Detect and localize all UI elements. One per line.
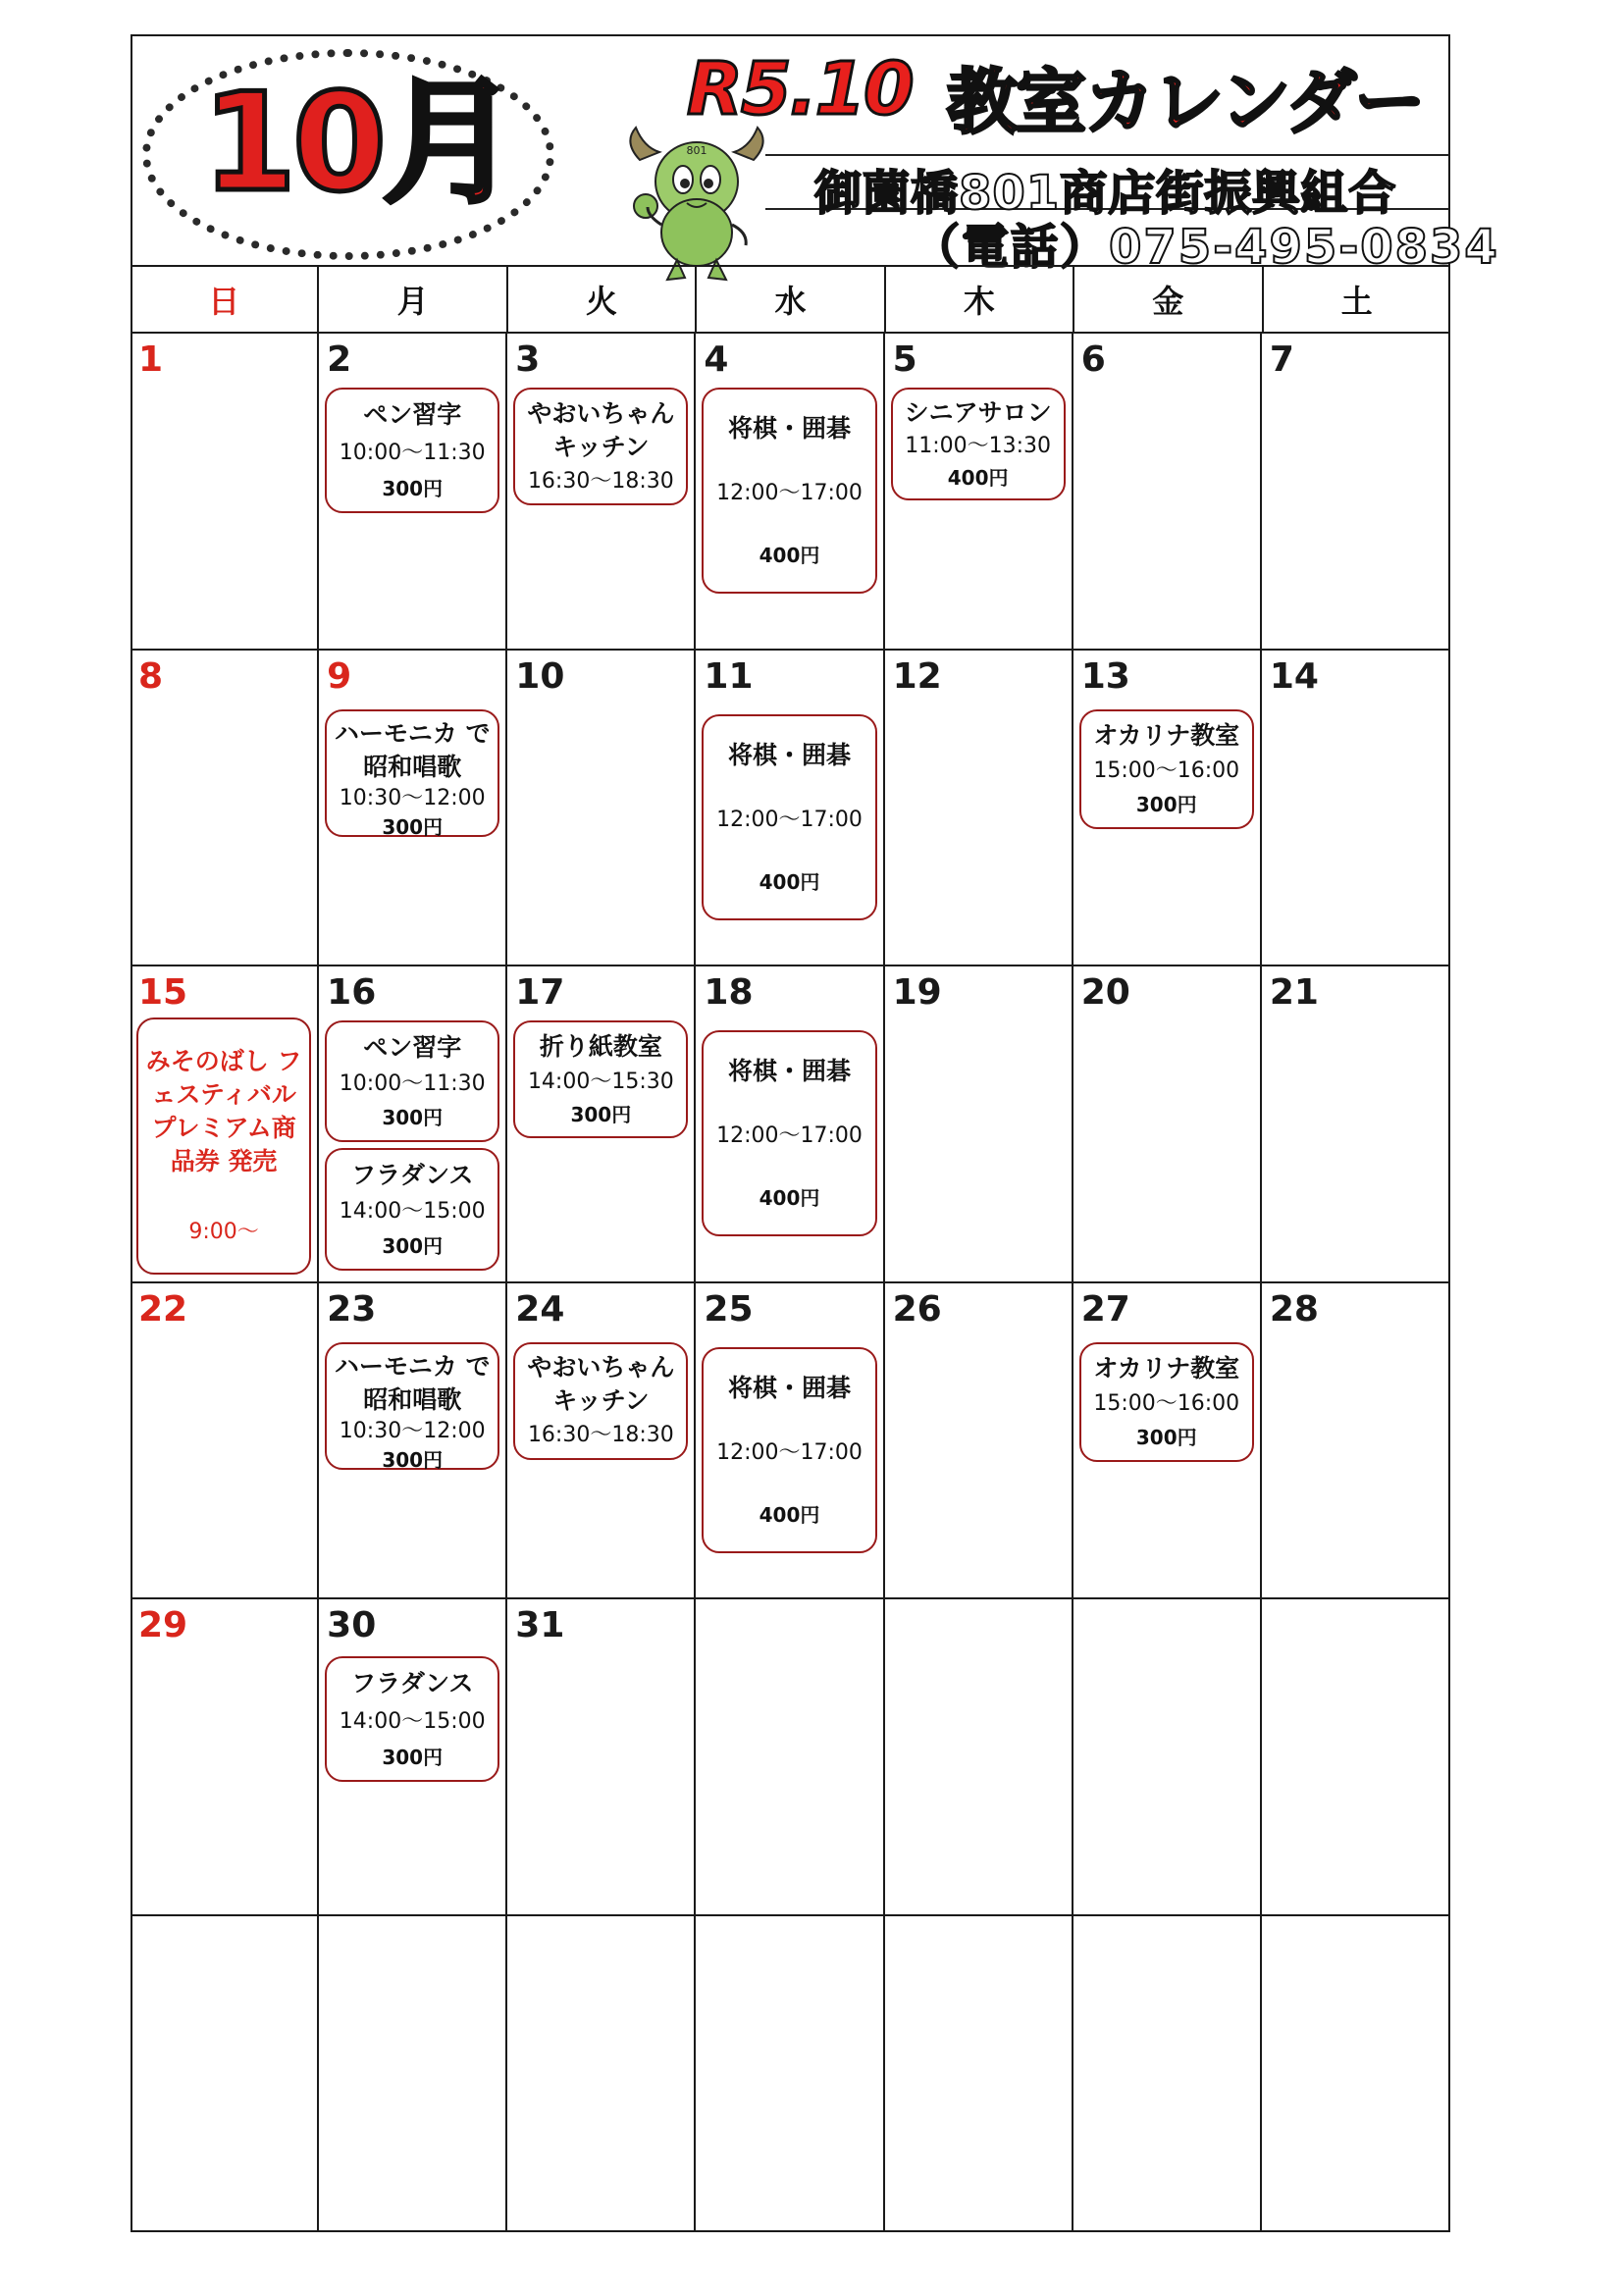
event-card <box>325 388 499 513</box>
day-cell <box>507 966 696 1283</box>
weekday-tue: 火 <box>508 267 697 332</box>
weekday-fri: 金 <box>1074 267 1263 332</box>
day-cell <box>1073 1916 1262 2233</box>
event-price: 400円 <box>759 1502 820 1527</box>
event-card <box>325 1020 499 1142</box>
day-cell <box>131 966 319 1283</box>
day-cell <box>319 1283 507 1600</box>
day-number: 24 <box>515 1288 565 1330</box>
day-number: 2 <box>327 339 352 380</box>
day-number: 9 <box>327 655 352 697</box>
event-card <box>325 709 499 837</box>
day-number: 5 <box>892 339 917 380</box>
day-number: 6 <box>1080 339 1106 380</box>
event-name: みそのばし フェスティバル プレミアム商品券 発売 <box>145 1047 302 1175</box>
day-cell <box>319 651 507 967</box>
event-name: ハーモニカ で昭和唱歌 <box>334 718 491 781</box>
day-cell <box>885 966 1073 1283</box>
weekday-sat: 土 <box>1340 283 1373 320</box>
day-cell <box>696 1599 884 1916</box>
event-name: ペン習字 <box>363 1032 462 1062</box>
event-name: シニアサロン <box>904 398 1052 428</box>
event-time: 11:00～13:30 <box>905 434 1052 459</box>
day-number: 28 <box>1269 1288 1319 1330</box>
day-cell <box>319 1599 507 1916</box>
event-card <box>702 1030 876 1236</box>
day-cell <box>1262 966 1450 1283</box>
day-cell <box>1073 1599 1262 1916</box>
event-card <box>136 1018 311 1275</box>
event-price: 300円 <box>382 1447 444 1472</box>
day-cell <box>1073 1283 1262 1600</box>
event-price: 300円 <box>1135 793 1197 817</box>
day-number: 17 <box>515 972 565 1013</box>
day-cell <box>131 1283 319 1600</box>
event-card <box>1079 1342 1254 1462</box>
event-name: 将棋・囲碁 <box>727 1057 851 1085</box>
day-number: 8 <box>138 655 164 697</box>
day-number: 31 <box>515 1605 565 1645</box>
event-name: ペン習字 <box>363 400 462 430</box>
day-cell <box>1262 1599 1450 1916</box>
day-number: 15 <box>138 972 188 1013</box>
event-price: 300円 <box>570 1103 632 1126</box>
event-name: 将棋・囲碁 <box>727 1373 851 1402</box>
day-number: 11 <box>704 655 754 697</box>
event-name: フラダンス <box>351 1669 474 1698</box>
day-cell <box>696 1283 884 1600</box>
event-time: 14:00～15:00 <box>339 1708 486 1734</box>
event-card <box>325 1148 499 1271</box>
day-cell <box>1262 334 1450 651</box>
event-card <box>513 1342 688 1460</box>
day-cell <box>1073 651 1262 967</box>
day-cell <box>319 966 507 1283</box>
event-time: 12:00～17:00 <box>716 807 863 832</box>
day-cell <box>696 1916 884 2233</box>
event-name: フラダンス <box>351 1160 474 1189</box>
event-time: 12:00～17:00 <box>716 1439 863 1465</box>
event-name: やおいちゃん キッチン <box>527 398 675 461</box>
day-cell <box>507 1599 696 1916</box>
day-number: 12 <box>892 655 942 697</box>
day-number: 23 <box>327 1288 377 1330</box>
day-cell <box>1073 334 1262 651</box>
day-number: 4 <box>704 339 729 380</box>
day-number: 1 <box>138 339 164 380</box>
event-card <box>325 1342 499 1470</box>
day-cell <box>885 1283 1073 1600</box>
day-number: 25 <box>704 1288 754 1330</box>
day-number: 22 <box>138 1288 188 1330</box>
event-card <box>1079 709 1254 829</box>
weekday-sun: 日 <box>131 267 319 332</box>
day-cell <box>885 1599 1073 1916</box>
day-number: 14 <box>1269 655 1319 697</box>
day-cell <box>131 1599 319 1916</box>
day-cell <box>131 1916 319 2233</box>
event-price: 300円 <box>382 1745 444 1769</box>
weekday-wed: 水 <box>697 267 885 332</box>
event-card <box>702 714 876 920</box>
event-time: 16:30～18:30 <box>527 1423 674 1447</box>
day-number: 21 <box>1269 972 1319 1013</box>
day-cell <box>507 651 696 967</box>
event-time: 15:00～16:00 <box>1093 758 1240 784</box>
day-cell <box>1073 966 1262 1283</box>
day-cell <box>1262 1283 1450 1600</box>
day-cell <box>319 1916 507 2233</box>
day-cell <box>696 334 884 651</box>
event-price: 300円 <box>382 814 444 839</box>
day-number: 10 <box>515 655 565 697</box>
day-number: 18 <box>704 972 754 1013</box>
day-cell <box>696 966 884 1283</box>
event-time: 15:00～16:00 <box>1093 1391 1240 1417</box>
day-number: 19 <box>892 972 942 1013</box>
event-price: 300円 <box>382 1106 444 1130</box>
event-price: 400円 <box>759 869 820 894</box>
event-time: 12:00～17:00 <box>716 1123 863 1148</box>
mascot-label: 801 <box>686 144 707 157</box>
phone-number: （電話）075-495-0834 <box>913 220 1499 275</box>
day-cell <box>885 334 1073 651</box>
event-time: 9:00～ <box>188 1220 259 1244</box>
event-time: 14:00～15:30 <box>527 1070 674 1094</box>
event-name: 折り紙教室 <box>539 1032 662 1061</box>
day-number: 26 <box>892 1288 942 1330</box>
event-name: ハーモニカ で昭和唱歌 <box>334 1351 491 1414</box>
event-card <box>325 1656 499 1782</box>
event-card <box>702 388 876 594</box>
event-name: やおいちゃん キッチン <box>527 1353 675 1415</box>
event-time: 10:30～12:00 <box>339 785 486 810</box>
event-time: 10:00～11:30 <box>339 1070 486 1096</box>
weekday-thu: 木 <box>886 267 1074 332</box>
calendar-title: 教室カレンダー <box>947 61 1424 143</box>
event-time: 10:00～11:30 <box>339 440 486 465</box>
event-name: 将棋・囲碁 <box>727 414 851 443</box>
day-cell <box>885 1916 1073 2233</box>
day-cell <box>885 651 1073 967</box>
year-month-label: R5.10 <box>687 47 913 131</box>
event-name: オカリナ教室 <box>1093 720 1240 750</box>
event-price: 300円 <box>1135 1426 1197 1450</box>
day-cell <box>507 334 696 651</box>
event-name: 将棋・囲碁 <box>727 740 851 769</box>
event-card <box>891 388 1066 500</box>
day-cell <box>131 651 319 967</box>
event-card <box>513 1020 688 1138</box>
day-cell <box>319 334 507 651</box>
event-name: オカリナ教室 <box>1093 1353 1240 1383</box>
event-card <box>513 388 688 505</box>
mascot-icon <box>618 123 775 285</box>
day-number: 3 <box>515 339 541 380</box>
event-time: 14:00～15:00 <box>339 1199 486 1225</box>
day-cell <box>1262 1916 1450 2233</box>
event-price: 400円 <box>759 544 820 567</box>
event-time: 16:30～18:30 <box>527 468 674 494</box>
day-number: 20 <box>1080 972 1130 1013</box>
month-label: 10月 <box>201 64 515 222</box>
day-number: 30 <box>327 1605 377 1645</box>
day-number: 29 <box>138 1605 188 1645</box>
day-cell <box>1262 651 1450 967</box>
day-number: 13 <box>1080 655 1130 697</box>
organization-name: 御薗橋801商店街振興組合 <box>814 166 1397 221</box>
day-cell <box>131 334 319 651</box>
weekday-header <box>131 265 1450 334</box>
day-number: 27 <box>1080 1288 1130 1330</box>
event-price: 400円 <box>947 465 1009 490</box>
calendar-grid <box>131 334 1450 2232</box>
day-number: 16 <box>327 972 377 1013</box>
day-cell <box>507 1283 696 1600</box>
event-time: 10:30～12:00 <box>339 1418 486 1443</box>
weekday-mon: 月 <box>319 267 507 332</box>
event-price: 300円 <box>382 476 444 500</box>
day-cell <box>507 1916 696 2233</box>
event-price: 400円 <box>759 1186 820 1210</box>
day-cell <box>696 651 884 967</box>
event-card <box>702 1347 876 1553</box>
event-price: 300円 <box>382 1234 444 1259</box>
day-number: 7 <box>1269 339 1294 380</box>
event-time: 12:00～17:00 <box>716 481 863 505</box>
